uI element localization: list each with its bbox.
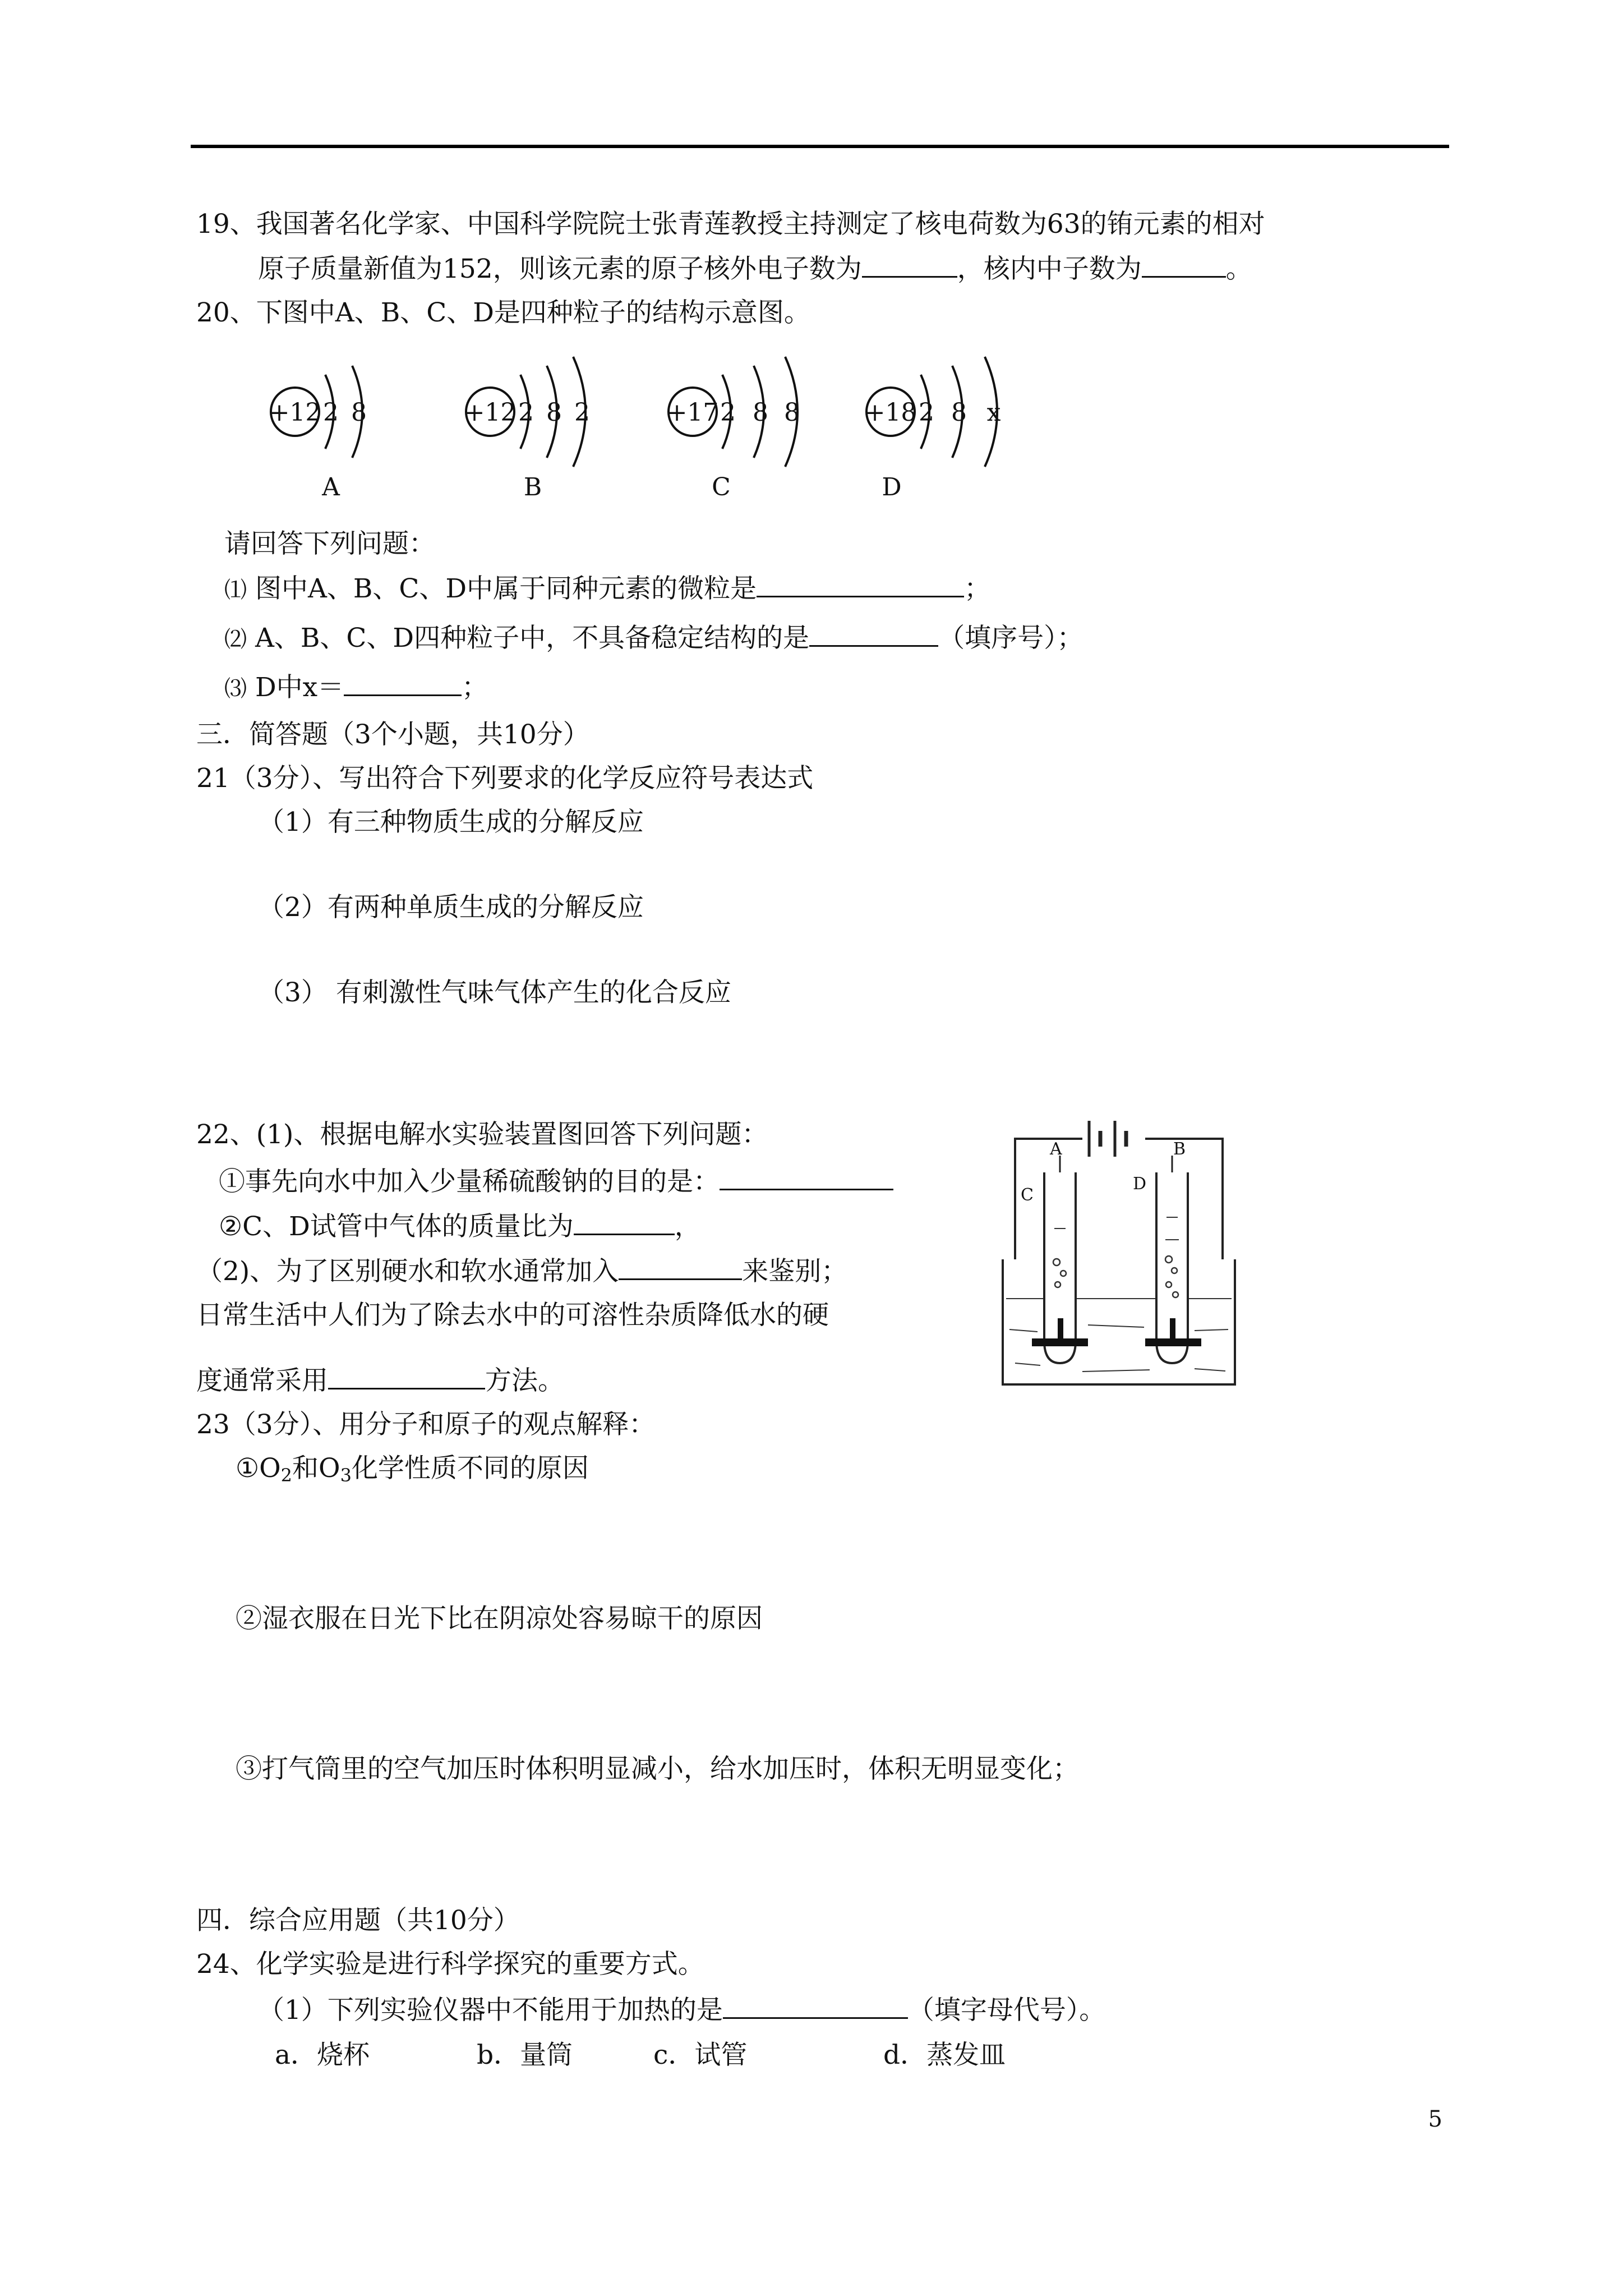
q24-title: 24、化学实验是进行科学探究的重要方式。 bbox=[196, 1949, 704, 1980]
q20-prompt: 请回答下列问题： bbox=[224, 528, 435, 559]
q22-method-blank[interactable] bbox=[328, 1363, 485, 1389]
q24-option-c: c．试管 bbox=[653, 2040, 748, 2070]
shell-d-1-count: 2 bbox=[919, 398, 934, 427]
q24-option-a: a．烧杯 bbox=[275, 2040, 370, 2070]
shell-b-2-count: 8 bbox=[546, 398, 562, 427]
q20-title: 20、下图中A、B、C、D是四种粒子的结构示意图。 bbox=[196, 297, 810, 328]
q21-title: 21（3分）、写出符合下列要求的化学反应符号表达式 bbox=[196, 763, 814, 794]
q22-reagent-blank[interactable] bbox=[619, 1254, 742, 1280]
atom-label-d: D bbox=[882, 473, 902, 501]
q22-purpose-blank[interactable] bbox=[720, 1164, 893, 1190]
shell-b-3-count: 2 bbox=[574, 398, 590, 427]
nucleus-c: +17 bbox=[666, 398, 719, 427]
q22-item1: ①事先向水中加入少量稀硫酸钠的目的是： bbox=[219, 1164, 893, 1199]
q24-option-d: d．蒸发皿 bbox=[883, 2040, 1006, 2070]
q19-electron-blank[interactable] bbox=[862, 251, 957, 278]
shell-a-2-count: 8 bbox=[351, 398, 367, 427]
fig-label-c: C bbox=[1021, 1185, 1034, 1205]
atom-structure-diagrams bbox=[247, 337, 1032, 516]
q22-line5: 度通常采用 方法。 bbox=[196, 1363, 564, 1398]
page-number: 5 bbox=[1428, 2106, 1442, 2132]
q20-sub1: ⑴ 图中A、B、C、D中属于同种元素的微粒是 ； bbox=[224, 571, 990, 607]
nucleus-b: +12 bbox=[464, 398, 517, 427]
q23-item1: $①O_2$和$O_3$化学性质不同的原因 bbox=[236, 1453, 589, 1486]
section3-heading: 三．简答题（3个小题，共10分） bbox=[196, 719, 589, 750]
nucleus-d: +18 bbox=[864, 398, 917, 427]
shell-c-2-count: 8 bbox=[753, 398, 768, 427]
q20-same-element-blank[interactable] bbox=[757, 571, 964, 597]
shell-b-1-count: 2 bbox=[518, 398, 534, 427]
fig-label-b: B bbox=[1173, 1139, 1186, 1159]
shell-a-1-count: 2 bbox=[323, 398, 339, 427]
section4-heading: 四．综合应用题（共10分） bbox=[196, 1905, 520, 1936]
q22-line4: 日常生活中人们为了除去水中的可溶性杂质降低水的硬 bbox=[196, 1300, 829, 1331]
q22-mass-ratio-blank[interactable] bbox=[574, 1209, 675, 1235]
atom-label-a: A bbox=[322, 473, 340, 501]
shell-d-2-count: 8 bbox=[951, 398, 967, 427]
q23-title: 23（3分）、用分子和原子的观点解释： bbox=[196, 1409, 656, 1440]
q19-line2: 原子质量新值为152，则该元素的原子核外电子数为 ，核内中子数为 。 bbox=[258, 251, 1252, 286]
electrolysis-apparatus-figure bbox=[998, 1116, 1239, 1391]
atom-label-c: C bbox=[712, 473, 731, 501]
fig-label-d: D bbox=[1133, 1174, 1147, 1194]
q22-item2: ②C、D试管中气体的质量比为 ， bbox=[219, 1209, 701, 1244]
q21-item-1: （1）有三种物质生成的分解反应 bbox=[258, 807, 644, 838]
fig-label-a: A bbox=[1050, 1139, 1062, 1159]
shell-c-3-count: 8 bbox=[784, 398, 800, 427]
q23-item2: ②湿衣服在日光下比在阴凉处容易晾干的原因 bbox=[236, 1603, 763, 1634]
q20-x-blank[interactable] bbox=[344, 670, 462, 696]
q23-item3: ③打气筒里的空气加压时体积明显减小，给水加压时，体积无明显变化； bbox=[236, 1754, 1079, 1784]
q24-instrument-blank[interactable] bbox=[723, 1993, 908, 2019]
q20-unstable-blank[interactable] bbox=[809, 620, 938, 647]
shell-c-1-count: 2 bbox=[720, 398, 736, 427]
nucleus-a: +12 bbox=[269, 398, 321, 427]
q24-sub1: （1）下列实验仪器中不能用于加热的是 （填字母代号）。 bbox=[258, 1993, 1105, 2027]
q19-line1: 19、我国著名化学家、中国科学院院士张青莲教授主持测定了核电荷数为63的铕元素的相对 bbox=[196, 209, 1265, 240]
header-rule bbox=[191, 145, 1449, 148]
atom-label-b: B bbox=[523, 473, 542, 501]
q21-item-3: （3） 有刺激性气味气体产生的化合反应 bbox=[258, 977, 731, 1008]
q20-sub3: ⑶ D中x＝ ； bbox=[224, 670, 488, 706]
q22-title: 22、(1)、根据电解水实验装置图回答下列问题： bbox=[196, 1119, 768, 1150]
shell-d-3-count: x bbox=[986, 398, 1001, 427]
q22-part2: （2)、为了区别硬水和软水通常加入 来鉴别； bbox=[196, 1254, 847, 1289]
q19-neutron-blank[interactable] bbox=[1142, 251, 1226, 278]
q24-option-b: b．量筒 bbox=[477, 2040, 573, 2070]
q20-sub2: ⑵ A、B、C、D四种粒子中，不具备稳定结构的是 （填序号）； bbox=[224, 620, 1083, 656]
q21-item-2: （2）有两种单质生成的分解反应 bbox=[258, 892, 644, 923]
